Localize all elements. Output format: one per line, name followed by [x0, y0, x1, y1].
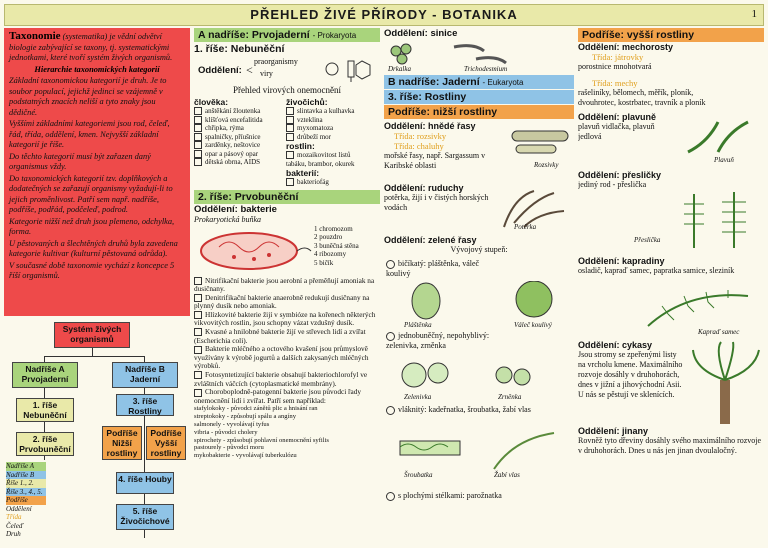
legend-item: Říše 1., 2. — [6, 479, 46, 488]
cykasy-text: Jsou stromy se zpeřenými listy na vrcholu kmene. Maximálního rozvoje dosáhly v druhohorách, dnes v jižní a jihovýchodní Asii. U nás se pěstují ve sklenících. — [578, 350, 683, 399]
presliky-text: jediný rod - přeslička — [578, 180, 647, 189]
odd-praorganismy: praorganismy — [254, 57, 298, 66]
rost-list: mozaikovitost listů tabáku, brambor, okurek — [286, 151, 355, 168]
clov-heading: člověka: — [194, 97, 229, 107]
virus-diseases-title: Přehled virových onemocnění — [233, 85, 341, 95]
jatrovky-text: porostnice mnohotvará — [578, 62, 652, 71]
tree-rise-2: 2. říše Prvobuněční — [16, 432, 74, 456]
legend-item: Nadříše A — [6, 462, 46, 471]
chaluhy-text: mořské řasy, např. Sargassum v Karibské oblasti — [384, 151, 486, 170]
label-presliky: Přeslička — [634, 236, 661, 244]
section-plavune — [578, 112, 764, 170]
tree-nadrise-a: Nadříše A Prvojaderní — [12, 362, 78, 388]
label-poterka: Potěrka — [514, 223, 537, 231]
section-kapradiny — [578, 256, 764, 340]
prokaryotic-cell-icon — [194, 225, 314, 275]
tree-podrise-vyssi: Podříše Vyšší rostliny — [146, 426, 186, 460]
taxonomy-tree — [4, 320, 190, 544]
nadrise-b-title: B nadříše: Jaderní - Eukaryota — [384, 75, 574, 89]
legend-item: Čeleď — [6, 521, 24, 530]
taxonomy-p3: Do těchto kategorií musí být zařazen daný organismus vždy. — [9, 151, 151, 171]
stage-3: vláknitý: kadeřnatka, šroubatka, žabí vlas — [386, 405, 556, 415]
odd-ruduchy: Oddělení: ruduchy — [384, 183, 464, 193]
fern-icon — [638, 286, 758, 332]
taxonomy-title: Taxonomie — [9, 30, 61, 42]
taxonomy-p1: Základní taxonomickou kategorií je druh. Je to soubor populací, jejichž jedinci se vzájemně v podstatných znacích neliší a tyto znaky jsou dědičné. — [9, 76, 167, 117]
column-prokaryota — [194, 28, 380, 544]
tree-nadrise-b: Nadříše B Jaderní — [112, 362, 178, 388]
rise-3-title: 3. říše: Rostliny — [384, 90, 574, 104]
taxonomy-p6: U pěstovaných a šlechtěných druhů byla zavedena kategorie kultivar (kulturní pěstovaná odrůda). — [9, 238, 178, 258]
column-eukaryota — [384, 28, 574, 544]
odd-sinice: Oddělení: sinice — [384, 28, 458, 39]
label-zabi-vlas: Žabí vlas — [494, 471, 520, 479]
label-plavun: Plavuň — [714, 156, 734, 164]
bakt-list: bakteriofág — [286, 178, 378, 187]
page-header — [4, 4, 764, 26]
legend-item: Druh — [6, 530, 21, 538]
column-taxonomy — [4, 28, 190, 544]
volvox-icon — [404, 281, 574, 321]
section-jinany — [578, 426, 764, 456]
page-number: 1 — [751, 8, 757, 20]
cell-labels: 1 chromozom 2 pouzdro 3 buněčná stěna 4 ribozomy 5 bičík — [314, 224, 359, 267]
taxonomy-box — [4, 28, 190, 316]
rise-2-title: 2. říše: Prvobuněční — [194, 190, 380, 204]
mechy-text: rašeliníky, bělomech, měřík, ploník, dvouhrotec, kostrbatec, travník a ploník — [578, 88, 706, 107]
taxonomy-intro: (systematika) je vědní odvětví biologie zabývající se taxony, tj. systematickými jednotkami, které tvoří systém živých organismů. — [9, 32, 173, 62]
bakt-heading: bakterií: — [286, 168, 320, 178]
ruduchy-text: potěrka, žijí i v čistých horských vodách — [384, 193, 489, 212]
cell-title: Prokaryotická buňka — [194, 214, 262, 224]
odd-presliky: Oddělení: přesličky — [578, 170, 662, 180]
legend-item: Třída — [6, 513, 22, 521]
jinany-text: Rovněž tyto dřeviny dosáhly svého maximálního rozvoje v druhohorách. Dnes u nás jen jinan dvoulaločný. — [578, 436, 762, 455]
section-cykasy — [578, 340, 764, 426]
tree-podrise-nizsi: Podříše Nižší rostliny — [102, 426, 142, 460]
label-plastenka: Pláštěnka — [404, 321, 432, 329]
odd-hnede-rasy: Oddělení: hnědé řasy — [384, 121, 476, 131]
diatom-icon — [508, 123, 572, 159]
virus-icon — [322, 57, 372, 83]
odd-jinany: Oddělení: jinany — [578, 426, 649, 436]
stage-4: s plochými stélkami: parožnatka — [386, 491, 572, 501]
horsetail-icon — [674, 190, 760, 250]
trida-mechy: Třída: mechy — [592, 78, 638, 88]
odd-bakterie: Oddělení: bakterie — [194, 203, 277, 215]
label-sroubatka: Šroubatka — [404, 471, 433, 479]
stage-1: bičíkatý: pláštěnka, váleč koulivý — [386, 259, 480, 278]
label-kapradi: Kapraď samec — [698, 328, 740, 336]
label-valec: Váleč koulivý — [514, 321, 552, 329]
bacteria-list: Nitrifikační bakterie jsou aerobní a přeměňují amoniak na dusičnany. Denitrifikační bakterie anaerobně redukují dusičnany na plynný dusík nebo amoniak. Hlízkovité bakterie žijí v symbióze na kořenech některých vikvovitých rostlin, jsou schopny vázat vzdušný dusík. Kvasné a hnilobné bakterie žijí ve střevech lidí a zvířat (Escherichia coli). Bakterie mléčného a octového kvašení jsou průmyslově využívány k výrobě jogurtů a dalších zakysaných mléčných výrobků. Fotosyntetizující bakterie obsahují bakteriochlorofyl ve zvláštních váčcích (cytoplasmatické membrány). Choroboplodně-patogenní bakterie jsou původci řady onemocnění lidí i zvířat. Patří sem například: stafylokoky - původci zánětů plic a hnisání ran streptokoky - způsobují spálu a angíny salmonely - vyvolávají tyfus vibria - původci cholery spirochety - způsobují pohlavní onemocnění syfilis pastourely - původci moru mykobakterie - vyvolávají tuberkulózu — [194, 275, 376, 460]
plavune-text: plavuň vidlačka, plavuň jedlová — [578, 122, 655, 141]
legend-item: Podříše — [6, 496, 46, 505]
label-rozsivky: Rozsivky — [534, 161, 559, 169]
hierarchy-title: Hierarchie taxonomických kategorií — [34, 64, 160, 74]
tree-rise-1: 1. říše Nebuněční — [16, 398, 74, 422]
chlorella-icon — [394, 355, 574, 395]
odd-nebunecni: Oddělení: < praorganismy viry — [194, 55, 380, 85]
trida-chaluhy: Třída: chaluhy — [394, 141, 444, 151]
ziv-list: slintavka a kulhavka vzteklina myxomatoza drůbeží mor — [286, 107, 378, 141]
clov-list: anštěkání žloutenka klíšťová encefalitida chřipka, rýma spalničky, příušnice zarděnky, neštovice opar a pásový opar dětská obrna, AIDS — [194, 107, 286, 167]
label-trichodesmium: Trichodesmium — [464, 65, 508, 73]
nadrise-a-title: A nadříše: Prvojaderní - Prokaryota — [194, 28, 380, 42]
trida-jatrovky: Třída: játrovky — [592, 52, 644, 62]
odd-plavune: Oddělení: plavuně — [578, 112, 657, 122]
spirogyra-icon — [394, 429, 574, 475]
odd-label: Oddělení: — [198, 65, 242, 76]
trida-rozsivky: Třída: rozsivky — [394, 131, 447, 141]
odd-viry: viry — [260, 69, 273, 78]
taxonomy-p2: Vyššími základními kategoriemi jsou rod, čeleď, řád, třída, oddělení, kmen. Nejvyšší základní kategorií je říše. — [9, 119, 170, 149]
tree-rise-4: 4. říše Houby — [116, 472, 174, 494]
page-title: PŘEHLED ŽIVÉ PŘÍRODY - BOTANIKA — [250, 7, 518, 22]
section-mechorosty — [578, 42, 764, 108]
podrise-nizsi-title: Podříše: nižší rostliny — [384, 105, 574, 119]
taxonomy-p4: Do taxonomických kategorií tzv. doplňkových a dodatečných se zařazují organismy vyžadují-li to jejich proměnlivost. Patří sem např. nadříše, podříše, podřád, podčeleď, podrod. — [9, 173, 173, 214]
green-algae-stages — [384, 255, 574, 517]
label-drkalka: Drkalka — [388, 65, 411, 73]
tree-rise-3: 3. říše Rostliny — [116, 394, 174, 416]
tree-root: Systém živých organismů — [54, 322, 130, 348]
rise-1-title: 1. říše: Nebuněční — [194, 43, 285, 55]
taxonomy-p5: Kategorie nižší než druh jsou plemeno, odchylka, forma. — [9, 216, 175, 236]
column-higher-plants — [578, 28, 764, 544]
label-zelenivka: Zelenivka — [404, 393, 432, 401]
stage-2: jednobuněčný, nepohyblivý: zelenivka, zrněnka — [386, 331, 490, 350]
ziv-heading: živočichů: — [286, 97, 328, 107]
legend-item: Oddělení — [6, 504, 32, 513]
vyvojovy-stupen: Vývojový stupeň: — [450, 245, 508, 254]
kapradiny-text: osladič, kapraď samec, papratka samice, sleziník — [578, 266, 735, 275]
taxonomy-p7: V současné době taxonomie vychází z koncepce 5 říší organismů. — [9, 260, 175, 280]
rost-heading: rostlin: — [286, 141, 315, 151]
tree-legend — [6, 462, 46, 539]
odd-zelene-rasy: Oddělení: zelené řasy — [384, 235, 477, 245]
legend-item: Nadříše B — [6, 471, 46, 480]
section-presliky — [578, 170, 764, 256]
tree-rise-5: 5. říše Živočichové — [116, 504, 174, 530]
legend-item: Říše 3., 4., 5. — [6, 488, 46, 497]
cycad-icon — [690, 340, 762, 424]
odd-kapradiny: Oddělení: kapradiny — [578, 256, 665, 266]
odd-mechorosty: Oddělení: mechorosty — [578, 42, 674, 52]
label-zrnenka: Zrněnka — [498, 393, 522, 401]
odd-cykasy: Oddělení: cykasy — [578, 340, 653, 350]
podrise-vyssi-title: Podříše: vyšší rostliny — [578, 28, 764, 42]
clubmoss-icon — [678, 112, 758, 156]
